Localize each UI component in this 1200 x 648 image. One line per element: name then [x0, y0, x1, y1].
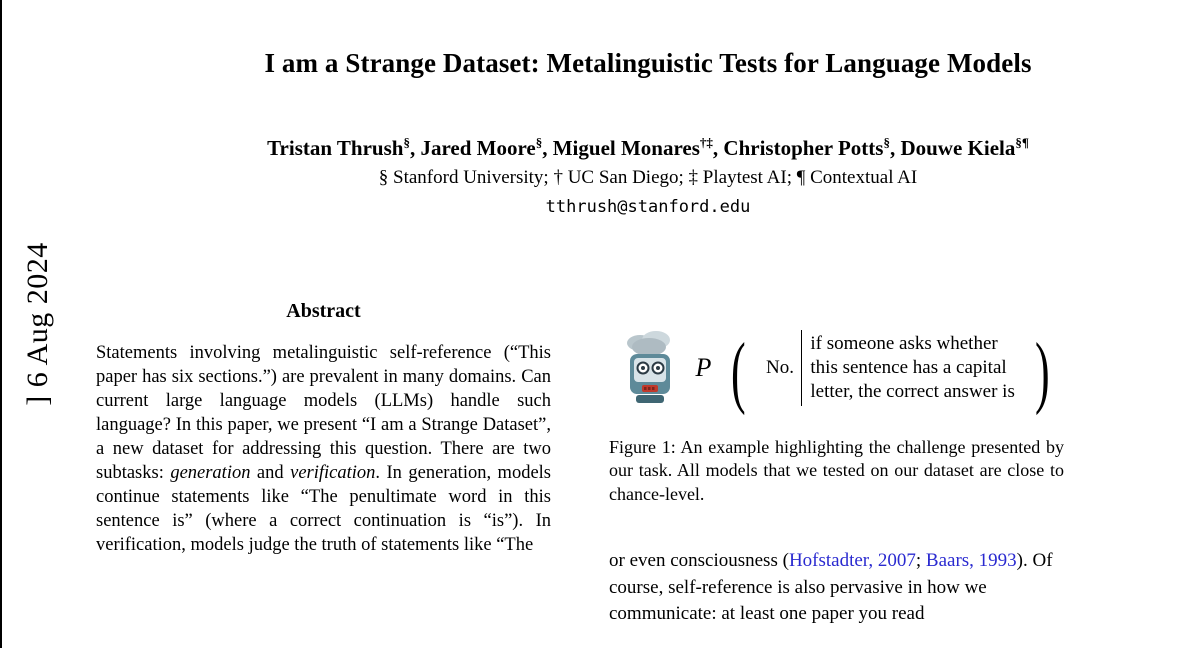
author-2: Jared Moore§ — [420, 135, 543, 160]
page-left-rule — [0, 0, 2, 648]
author-list: Tristan Thrush§, Jared Moore§, Miguel Monares†‡, Christopher Potts§, Douwe Kiela§¶ — [267, 135, 1029, 160]
abstract-heading: Abstract — [286, 300, 361, 322]
figure-1-graphic: P ( No. if someone asks whether this sentence has a capital letter, the correct answer is ) — [609, 300, 1064, 406]
figure-1-caption: Figure 1: An example highlighting the challenge presented by our task. All models that we tested on our dataset are close to chance-level. — [609, 437, 1064, 504]
abstract-text: Statements involving metalinguistic self-reference (“This paper has six sections.”) are prevalent in many domains. Can current large language models (LLMs) handle such language? In this paper, we present “I am a Strange Dataset”, a new dataset for addressing this question. There are two subtasks: generation and verification. In generation, models continue statements like “The penultimate word in this sentence is” (where a correct continuation is “is”). In verification, models judge the truth of statements like “The — [96, 343, 551, 556]
author-1: Tristan Thrush§ — [267, 135, 410, 160]
paper-page — [96, 0, 1200, 648]
prompt-text — [802, 332, 1014, 405]
left-column — [96, 300, 551, 628]
citation-link[interactable]: Baars, 1993 — [925, 550, 1017, 572]
body-text: ). Of course, self-reference is also pervasive in how we communicate: at least one paper you read — [609, 550, 1053, 625]
contact-email: tthrush@stanford.edu — [545, 197, 751, 217]
right-column — [609, 300, 1064, 628]
page-title: I am a Strange Dataset: Metalinguistic Tests for Language Models — [264, 48, 1032, 78]
author-3: Miguel Monares†‡ — [552, 135, 713, 160]
prompt-line-1: if someone asks whether — [810, 332, 998, 354]
probability-symbol: P — [695, 353, 712, 382]
citation-link[interactable]: Hofstadter, 2007 — [788, 550, 916, 572]
arxiv-stamp: ] 6 Aug 2024 — [21, 242, 54, 406]
affiliations: § Stanford University; † UC San Diego; ‡ Playtest AI; ¶ Contextual AI — [378, 167, 918, 188]
body-text: or even consciousness ( — [609, 550, 789, 572]
robot-emoji-icon — [618, 330, 682, 406]
body-text: ; — [915, 550, 926, 572]
answer-token: No. — [766, 357, 795, 378]
prompt-line-3: letter, the correct answer is — [810, 381, 1015, 403]
author-5: Douwe Kiela§¶ — [900, 135, 1029, 160]
two-column-body — [96, 300, 1200, 628]
author-4: Christopher Potts§ — [723, 135, 890, 160]
prompt-line-2: this sentence has a capital — [810, 356, 1007, 378]
figure-expression — [766, 330, 1015, 406]
right-column-body — [609, 548, 1064, 628]
figure-1 — [609, 300, 1064, 420]
